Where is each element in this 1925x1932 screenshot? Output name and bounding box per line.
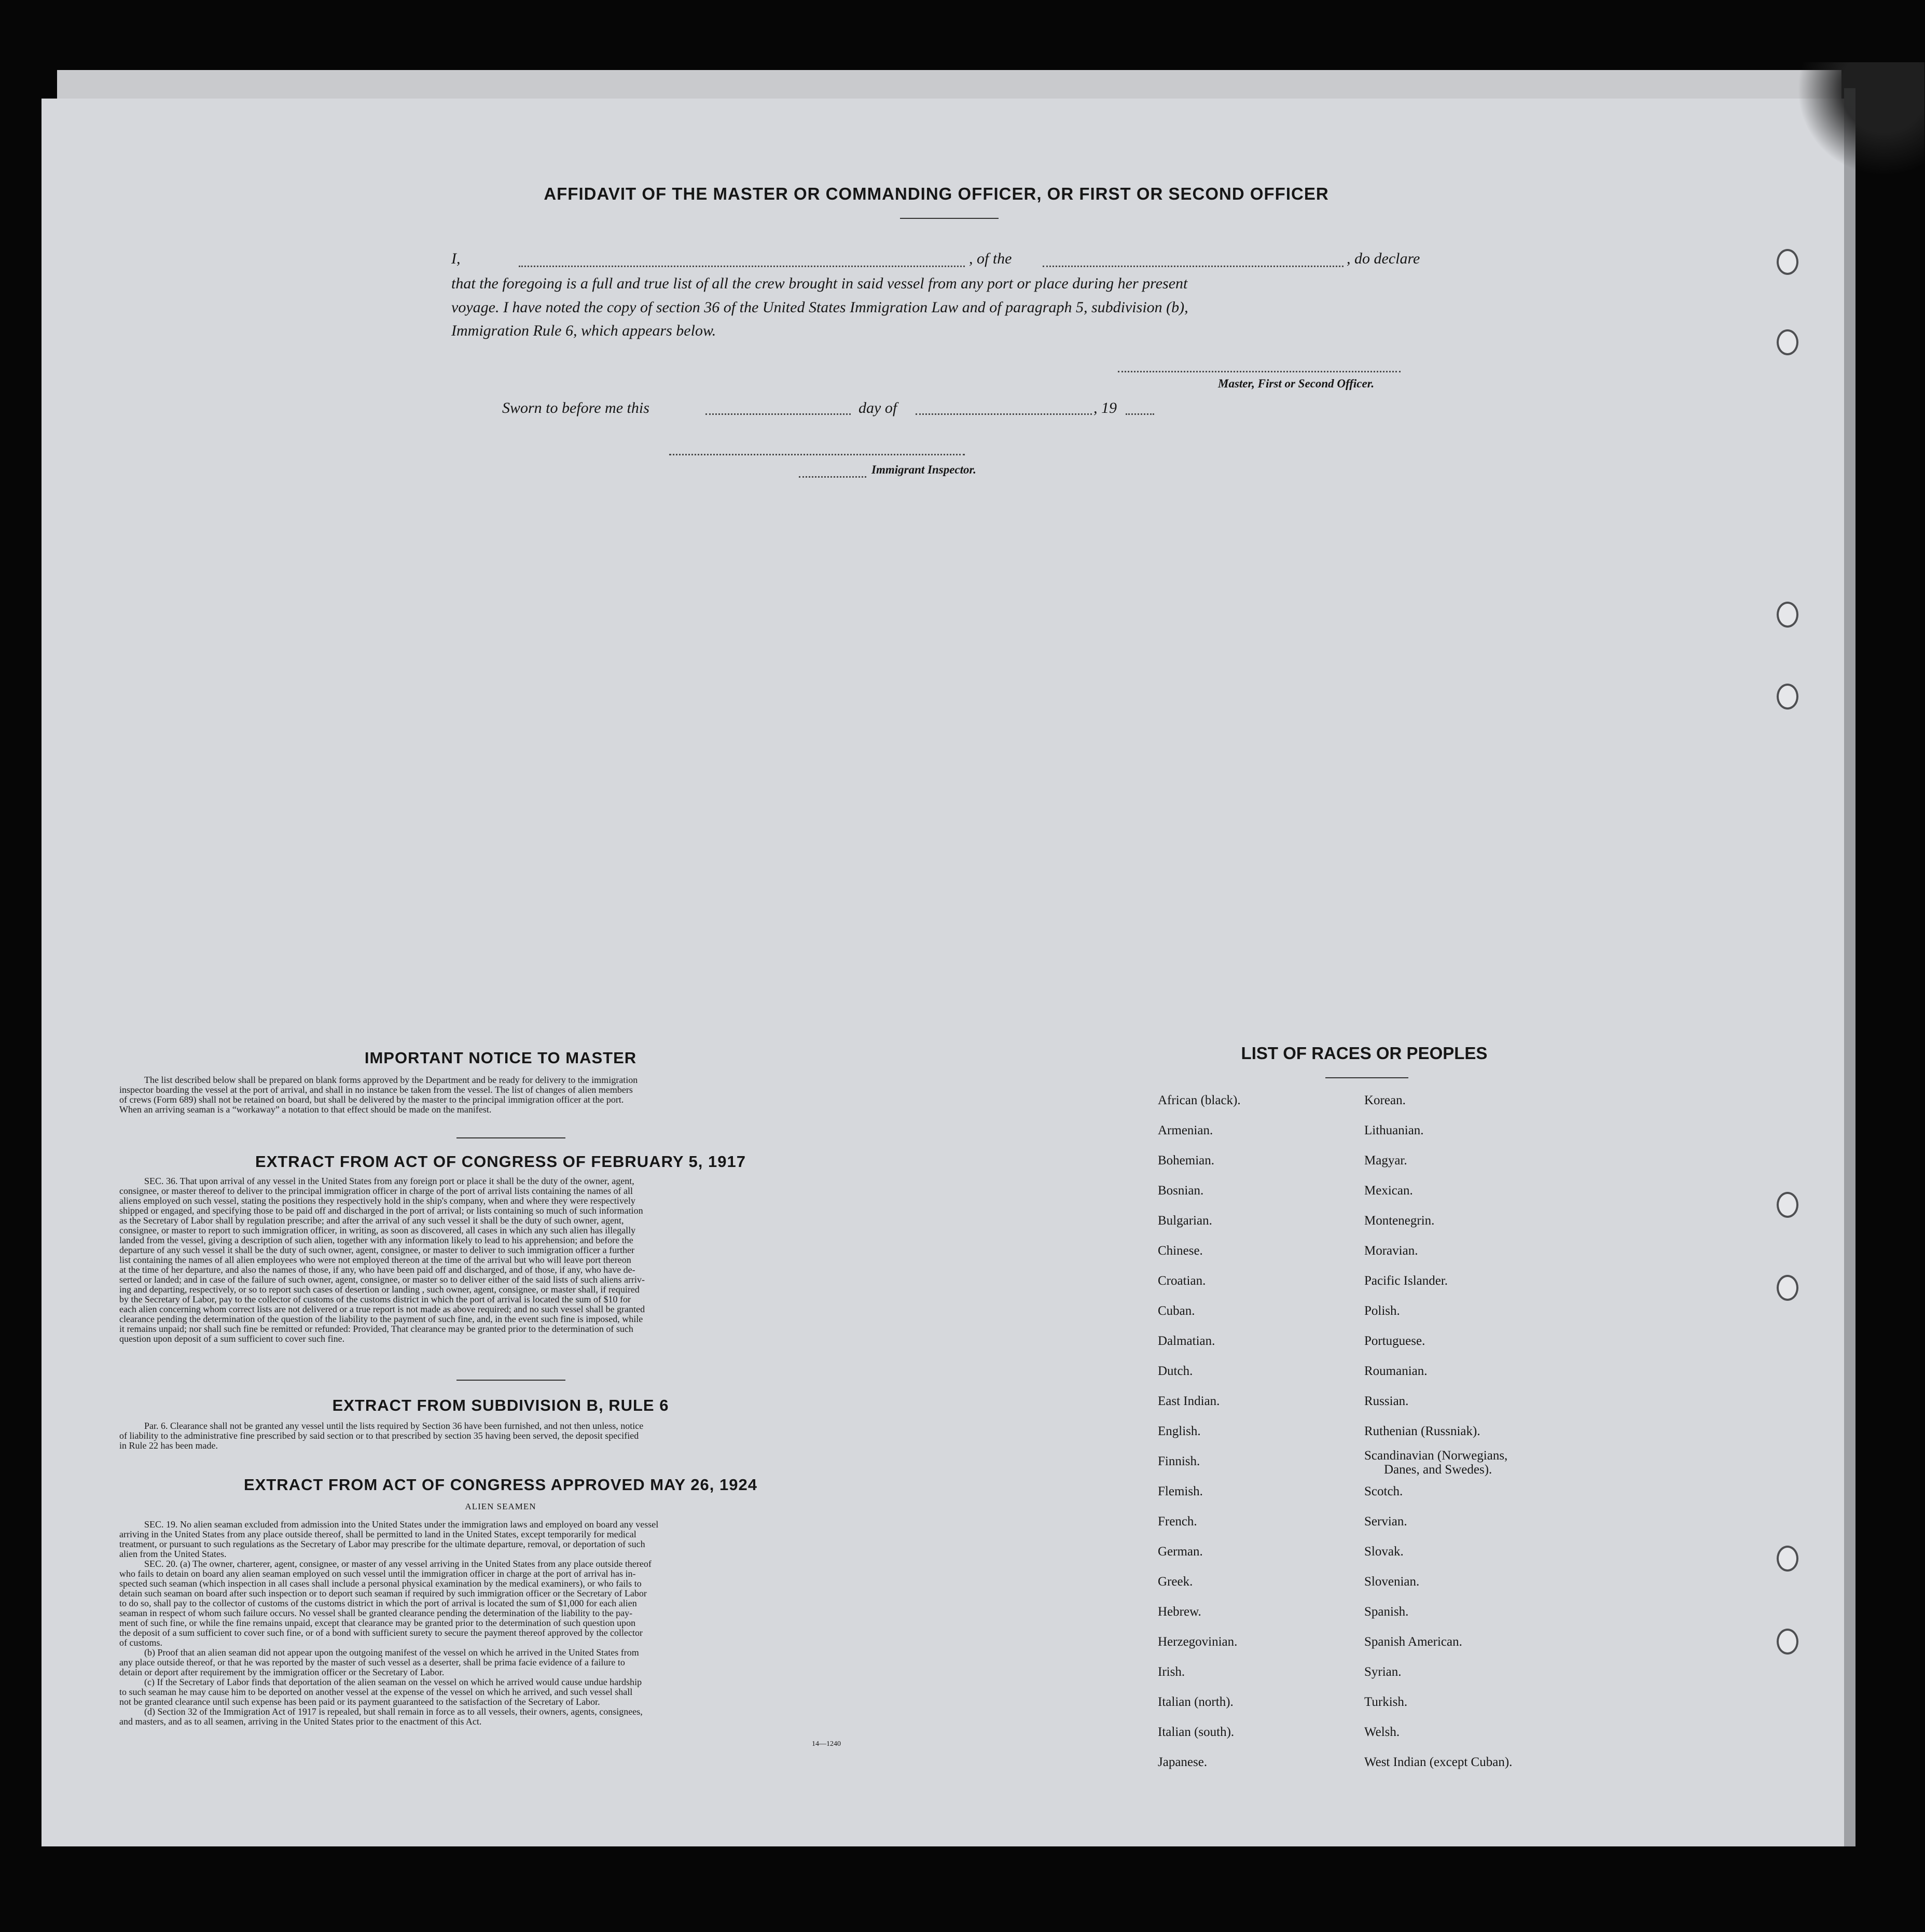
month-blank: [916, 413, 1092, 415]
rule-6-title: EXTRACT FROM SUBDIVISION B, RULE 6: [332, 1396, 669, 1414]
section-36-line: landed from the vessel, giving a description of such alien, together with any information likely to lead to his apprehension; and before the: [119, 1235, 633, 1245]
section-36-line: list containing the names of all alien employees who were not employed thereon at the time of the arrival but who will leave port thereon: [119, 1255, 631, 1265]
form-number: 14—1240: [812, 1740, 841, 1748]
rule-6-line: in Rule 22 has been made.: [119, 1440, 218, 1451]
affidavit-of-the: , of the: [969, 250, 1012, 267]
race-item: Dalmatian.: [1158, 1334, 1215, 1348]
punch-hole: [1777, 1192, 1798, 1218]
race-item: Bulgarian.: [1158, 1214, 1212, 1228]
act-1924-line: to do so, shall pay to the collector of customs of the customs district in which the port of arrival is located the sum of $1,000 for each alien: [119, 1598, 637, 1608]
race-item: English.: [1158, 1424, 1201, 1438]
extract-1924-title: EXTRACT FROM ACT OF CONGRESS APPROVED MAY 26, 1924: [244, 1476, 757, 1494]
notice-line: of crews (Form 689) shall not be retained on board, but shall be delivered by the master to the principal immigration officer at the port.: [119, 1094, 624, 1105]
name-blank: [519, 266, 965, 267]
act-1924-line: ment of such fine, or while the fine remains unpaid, except that clearance may be granted prior to the determination of such question upon: [119, 1618, 636, 1628]
race-item: Polish.: [1364, 1304, 1400, 1318]
act-1924-line: (b) Proof that an alien seaman did not appear upon the outgoing manifest of the vessel on which he arrived in the United States from: [144, 1647, 639, 1658]
race-item: Scotch.: [1364, 1484, 1403, 1498]
punch-hole: [1777, 249, 1798, 275]
section-36-line: consignee, or master to report to such immigration officer, in writing, as soon as discovered, all cases in which any such alien has illegally: [119, 1225, 636, 1235]
section-36-line: at the time of her departure, and also the names of those, if any, who have been paid off and discharged, and of those, if any, who have de-: [119, 1264, 635, 1275]
inspector-blank-short: [799, 476, 866, 478]
race-item: Portuguese.: [1364, 1334, 1425, 1348]
punch-hole: [1777, 1546, 1798, 1572]
act-1924-line: spected such seaman (which inspection in all cases shall include a personal physical examination by the medical examiners), or who fails to: [119, 1578, 642, 1589]
race-item: Lithuanian.: [1364, 1123, 1424, 1137]
race-item: Scandinavian (Norwegians,: [1364, 1449, 1508, 1463]
punch-hole: [1777, 602, 1798, 628]
act-1924-line: not be granted clearance until such expense has been paid or its payment guaranteed to the satisfaction of the Secretary of Labor.: [119, 1697, 600, 1707]
notice-text: [119, 1075, 882, 1115]
section-36-line: clearance pending the determination of the question of the liability to the payment of such fine, and, in the event such fine is imposed, while: [119, 1314, 643, 1324]
notice-line: The list described below shall be prepared on blank forms approved by the Department and be ready for delivery to the immigration: [144, 1075, 638, 1085]
race-item: Slovak.: [1364, 1545, 1404, 1559]
affidavit-line-4: Immigration Rule 6, which appears below.: [451, 322, 716, 339]
punch-hole: [1777, 1275, 1798, 1301]
race-item: East Indian.: [1158, 1394, 1220, 1408]
race-item: Japanese.: [1158, 1755, 1208, 1769]
affidavit-line-3: voyage. I have noted the copy of section 36 of the United States Immigration Law and of paragraph 5, subdivision (b),: [451, 299, 1188, 316]
act-1924-line: the deposit of a sum sufficient to cover such fine, or of a bond with sufficient surety to secure the payment thereof approved by the collector: [119, 1628, 643, 1638]
race-item: Cuban.: [1158, 1304, 1195, 1318]
race-item: Korean.: [1364, 1093, 1406, 1107]
race-item: Irish.: [1158, 1665, 1185, 1679]
rule-6-line: Par. 6. Clearance shall not be granted any vessel until the lists required by Section 36 have been furnished, and not then unless, notice: [144, 1421, 644, 1431]
section-36-line: ing and departing, respectively, or so to report such cases of desertion or landing , such owner, agent, consignee, or master shall, if required: [119, 1284, 640, 1295]
act-1924-line: any place outside thereof, or that he was reported by the master of such vessel as a deserter, shall be prima facie evidence of a failure to: [119, 1657, 625, 1667]
notice-line: When an arriving seaman is a “workaway” a notation to that effect should be made on the manifest.: [119, 1104, 492, 1115]
section-36-line: aliens employed on such vessel, stating the positions they respectively hold in the ship's company, when and where they were respectively: [119, 1196, 635, 1206]
race-item: West Indian (except Cuban).: [1364, 1755, 1513, 1769]
vessel-blank: [1043, 266, 1344, 267]
rule-6-line: of liability to the administrative fine prescribed by said section or to that prescribed by section 35 having been served, the deposit specified: [119, 1430, 639, 1441]
act-1924-line: detain or deport after requirement by the immigration officer or the Secretary of Labor.: [119, 1667, 445, 1677]
section-36-line: departure of any such vessel it shall be the duty of such owner, agent, consignee, or master to deliver to such immigration officer a further: [119, 1245, 635, 1255]
affidavit-i: I,: [451, 250, 461, 267]
section-36-line: by the Secretary of Labor, pay to the collector of customs of the customs district in which the port of arrival is located the sum of $10 for: [119, 1294, 631, 1304]
punch-hole: [1777, 1629, 1798, 1655]
race-item: Magyar.: [1364, 1153, 1407, 1167]
race-item: Mexican.: [1364, 1184, 1413, 1198]
rule-6-text: [119, 1421, 882, 1451]
inspector-blank: [669, 454, 965, 455]
act-1924-line: SEC. 20. (a) The owner, charterer, agent, consignee, or master of any vessel arriving in the United States from any place outside thereof: [144, 1559, 652, 1569]
extract-1917-title: EXTRACT FROM ACT OF CONGRESS OF FEBRUARY 5, 1917: [255, 1152, 746, 1171]
race-item: Dutch.: [1158, 1364, 1193, 1378]
notice-line: inspector boarding the vessel at the port of arrival, and shall in no instance be taken from the vessel. The list of changes of alien members: [119, 1085, 633, 1095]
race-item: Turkish.: [1364, 1695, 1408, 1709]
race-item: Roumanian.: [1364, 1364, 1428, 1378]
race-item: Armenian.: [1158, 1123, 1213, 1137]
page-edge: [1844, 88, 1855, 1846]
section-36-line: shipped or engaged, and specifying those to be paid off and discharged in the port of arrival; or lists containing so much of such information: [119, 1205, 643, 1216]
race-item: Syrian.: [1364, 1665, 1402, 1679]
race-item: Herzegovinian.: [1158, 1635, 1238, 1649]
sworn-text: Sworn to before me this: [502, 399, 649, 416]
notice-title: IMPORTANT NOTICE TO MASTER: [364, 1049, 637, 1067]
act-1924-line: and masters, and as to all seamen, arriving in the United States prior to the enactment of this Act.: [119, 1716, 482, 1727]
sections-19-20-text: [119, 1520, 882, 1727]
act-1924-line: SEC. 19. No alien seaman excluded from admission into the United States under the immigration laws and employed on board any vessel: [144, 1519, 659, 1530]
act-1924-line: who fails to detain on board any alien seaman employed on such vessel until the immigration officer in charge at the port of arrival has in-: [119, 1568, 636, 1579]
race-item: Italian (north).: [1158, 1695, 1234, 1709]
race-item: French.: [1158, 1514, 1197, 1528]
affidavit-title: AFFIDAVIT OF THE MASTER OR COMMANDING OFFICER, OR FIRST OR SECOND OFFICER: [544, 184, 1329, 203]
race-item: Moravian.: [1364, 1244, 1418, 1258]
race-item: Chinese.: [1158, 1244, 1203, 1258]
race-item: Russian.: [1364, 1394, 1409, 1408]
year-blank: [1126, 413, 1154, 415]
race-item: Hebrew.: [1158, 1605, 1201, 1619]
race-item: Bosnian.: [1158, 1184, 1204, 1198]
act-1924-line: treatment, or pursuant to such regulations as the Secretary of Labor may prescribe for the ultimate departure, removal, or deportation of such: [119, 1539, 645, 1549]
race-item: Croatian.: [1158, 1274, 1206, 1288]
section-36-line: serted or landed; and in case of the failure of such owner, agent, consignee, or master so to deliver either of the said lists of such aliens arriv-: [119, 1274, 645, 1285]
races-title: LIST OF RACES OR PEOPLES: [1241, 1044, 1488, 1063]
title-rule: [900, 218, 999, 219]
race-item-continued: Danes, and Swedes).: [1384, 1463, 1492, 1477]
race-item: Welsh.: [1364, 1725, 1400, 1739]
scan-shadow: [1790, 62, 1924, 197]
race-item: Finnish.: [1158, 1454, 1200, 1468]
race-item: Bohemian.: [1158, 1153, 1215, 1167]
affidavit-do-declare: , do declare: [1347, 250, 1420, 267]
day-blank: [705, 413, 851, 415]
act-1924-line: detain such seaman on board after such inspection or to deport such seaman if required by such immigration officer or the Secretary of Labor: [119, 1588, 647, 1599]
day-of-text: day of: [858, 399, 897, 416]
race-item: Spanish.: [1364, 1605, 1409, 1619]
act-1924-line: arriving in the United States from any place outside thereof, shall be permitted to land in the United States, except temporarily for medical: [119, 1529, 636, 1539]
section-36-line: consignee, or master thereof to deliver to the principal immigration officer in charge of the port of arrival lists containing the names of all: [119, 1186, 633, 1196]
section-36-line: SEC. 36. That upon arrival of any vessel in the United States from any foreign port or place it shall be the duty of the owner, agent,: [144, 1176, 634, 1186]
section-36-text: [119, 1176, 882, 1344]
act-1924-line: alien from the United States.: [119, 1549, 227, 1559]
signature-blank: [1118, 371, 1401, 372]
race-item: Spanish American.: [1364, 1635, 1462, 1649]
act-1924-line: to such seaman he may cause him to be deported on another vessel at the expense of the vessel on which he arrived, and such vessel shall: [119, 1687, 633, 1697]
races-title-rule: [1325, 1077, 1408, 1078]
race-item: Servian.: [1364, 1514, 1407, 1528]
punch-hole: [1777, 684, 1798, 710]
section-36-line: as the Secretary of Labor shall by regulation prescribe; and after the arrival of any such vessel it shall be the duty of such owner, agent,: [119, 1215, 624, 1226]
inspector-caption: Immigrant Inspector.: [871, 463, 976, 476]
race-item: Ruthenian (Russniak).: [1364, 1424, 1480, 1438]
section-36-line: each alien concerning whom correct lists are not delivered or a true report is not made as above required; and no such vessel shall be granted: [119, 1304, 645, 1314]
section-36-line: it remains unpaid; nor shall such fine be remitted or refunded: Provided, That clearance may be granted prior to the determination of such: [119, 1324, 633, 1334]
affidavit-line-2: that the foregoing is a full and true list of all the crew brought in said vessel from any port or place during her present: [451, 275, 1188, 292]
race-item: German.: [1158, 1545, 1203, 1559]
act-1924-line: of customs.: [119, 1637, 162, 1648]
alien-seamen-subtitle: ALIEN SEAMEN: [465, 1502, 536, 1511]
section-rule: [456, 1380, 565, 1381]
race-item: Montenegrin.: [1364, 1214, 1435, 1228]
race-item: Italian (south).: [1158, 1725, 1235, 1739]
act-1924-line: (c) If the Secretary of Labor finds that deportation of the alien seaman on the vessel on which he arrived would cause undue hardship: [144, 1677, 642, 1687]
act-1924-line: seaman in respect of whom such failure occurs. No vessel shall be granted clearance pending the determination of the liability to the pay-: [119, 1608, 633, 1618]
section-36-line: question upon deposit of a sum sufficient to cover such fine.: [119, 1333, 345, 1344]
race-item: Pacific Islander.: [1364, 1274, 1448, 1288]
race-item: Greek.: [1158, 1575, 1193, 1589]
section-rule: [456, 1137, 565, 1138]
year-text: , 19: [1093, 399, 1117, 416]
race-item: Slovenian.: [1364, 1575, 1420, 1589]
signature-caption: Master, First or Second Officer.: [1218, 377, 1375, 390]
race-item: African (black).: [1158, 1093, 1241, 1107]
punch-hole: [1777, 329, 1798, 355]
act-1924-line: (d) Section 32 of the Immigration Act of 1917 is repealed, but shall remain in force as to all vessels, their owners, agents, consignees,: [144, 1706, 643, 1717]
race-item: Flemish.: [1158, 1484, 1203, 1498]
